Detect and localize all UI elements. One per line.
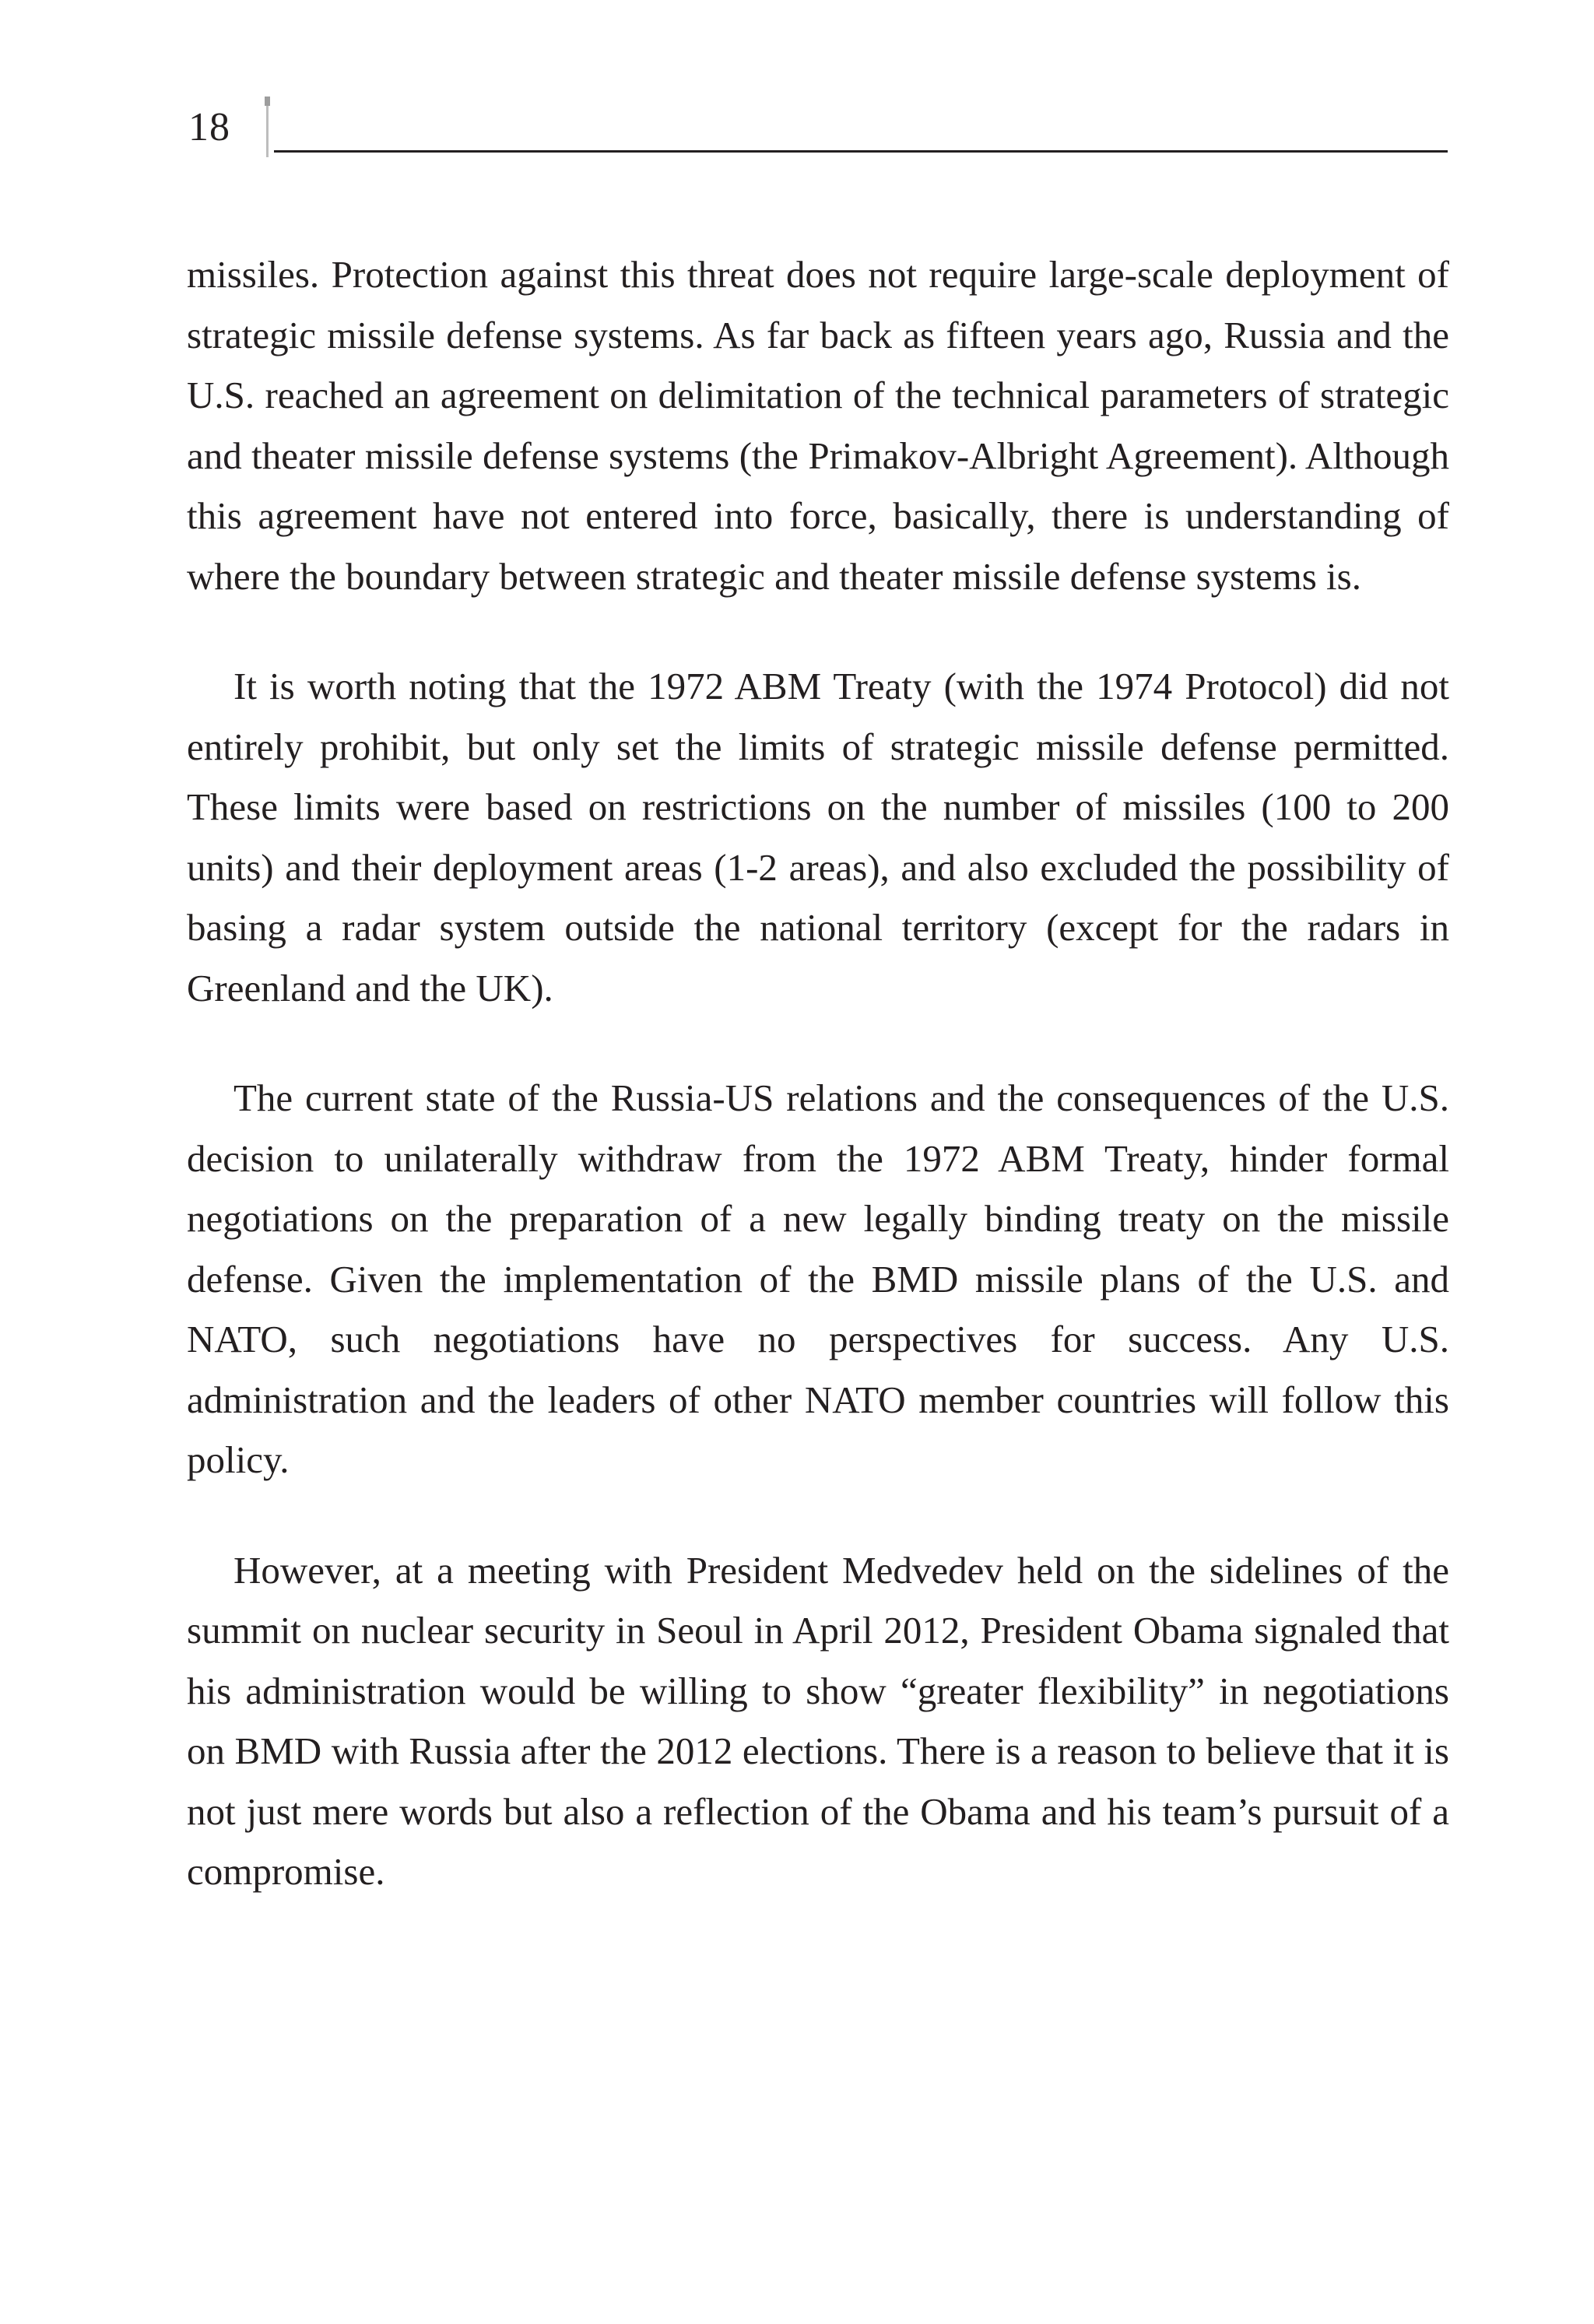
body-text xyxy=(187,244,1449,1952)
header-marker xyxy=(265,97,270,157)
header-marker-stem xyxy=(266,106,269,157)
paragraph-obama-flexibility: However, at a meeting with President Medvedev held on the sidelines of the summit on nuclear security in Seoul in April 2012, President Obama signaled that his administration would be willing to show “greater flexibility” in negotiations on BMD with Russia after the 2012 elections. There is a reason to believe that it is not just mere words but also a reflection of the Obama and his team’s pursuit of a compromise. xyxy=(187,1548,1449,1893)
page-header xyxy=(187,93,1448,156)
header-marker-cap xyxy=(265,97,270,106)
paragraph-continued: missiles. Protection against this threat does not require large-scale deployment of strategic missile defense systems. As far back as fifteen years ago, Russia and the U.S. reached an agreement on delimitation of the technical parameters of strategic and theater missile defense systems (the Primakov-Albright Agreement). Although this agreement have not entered into force, basically, there is understanding of where the boundary between strategic and theater missile defense systems is. xyxy=(187,253,1449,598)
paragraph-abm-treaty-limits: It is worth noting that the 1972 ABM Treaty (with the 1974 Protocol) did not entirely prohibit, but only set the limits of strategic missile defense permitted. These limits were based on restrictions on the number of missiles (100 to 200 units) and their deployment areas (1-2 areas), and also excluded the possibility of basing a radar system outside the national territory (except for the radars in Greenland and the UK). xyxy=(187,665,1449,1009)
paragraph-russia-us-relations: The current state of the Russia-US relations and the consequences of the U.S. decision to unilaterally withdraw from the 1972 ABM Treaty, hinder formal negotiations on the preparation of a new legally binding treaty on the missile defense. Given the implementation of the BMD missile plans of the U.S. and NATO, such negotiations have no perspectives for success. Any U.S. administration and the leaders of other NATO member countries will follow this policy. xyxy=(187,1076,1449,1481)
page-number: 18 xyxy=(188,105,230,149)
header-rule xyxy=(274,150,1448,153)
